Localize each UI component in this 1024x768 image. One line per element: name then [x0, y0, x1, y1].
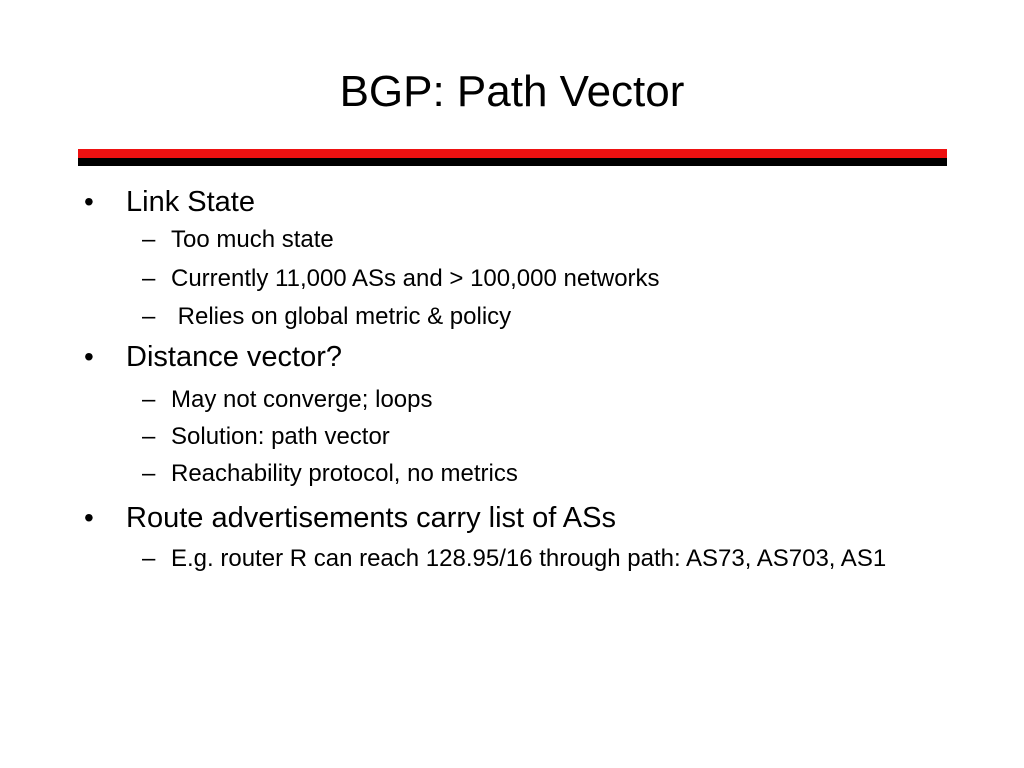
sub-marker: –	[142, 386, 156, 413]
sub-text: Solution: path vector	[171, 423, 390, 450]
sub-text: E.g. router R can reach 128.95/16 through path: AS73, AS703, AS1	[171, 545, 887, 572]
title-divider-black	[78, 158, 947, 166]
sub-marker: –	[142, 545, 156, 572]
bullet-text: Link State	[126, 186, 255, 218]
sub-text: Currently 11,000 ASs and > 100,000 networks	[171, 265, 660, 292]
sub-marker: –	[142, 460, 156, 487]
sub-marker: –	[142, 226, 156, 253]
bullet-text: Distance vector?	[126, 341, 342, 373]
sub-text: Reachability protocol, no metrics	[171, 460, 518, 487]
bullet-text: Route advertisements carry list of ASs	[126, 502, 616, 534]
title-divider-red	[78, 149, 947, 158]
sub-marker: –	[142, 265, 156, 292]
sub-marker: –	[142, 423, 156, 450]
bullet-marker: •	[84, 186, 94, 217]
bullet-marker: •	[84, 341, 94, 372]
sub-marker: –	[142, 303, 156, 330]
sub-text: May not converge; loops	[171, 386, 433, 413]
sub-text: Relies on global metric & policy	[171, 303, 512, 330]
slide-title: BGP: Path Vector	[339, 67, 685, 116]
bullet-marker: •	[84, 502, 94, 533]
sub-text: Too much state	[171, 226, 334, 253]
